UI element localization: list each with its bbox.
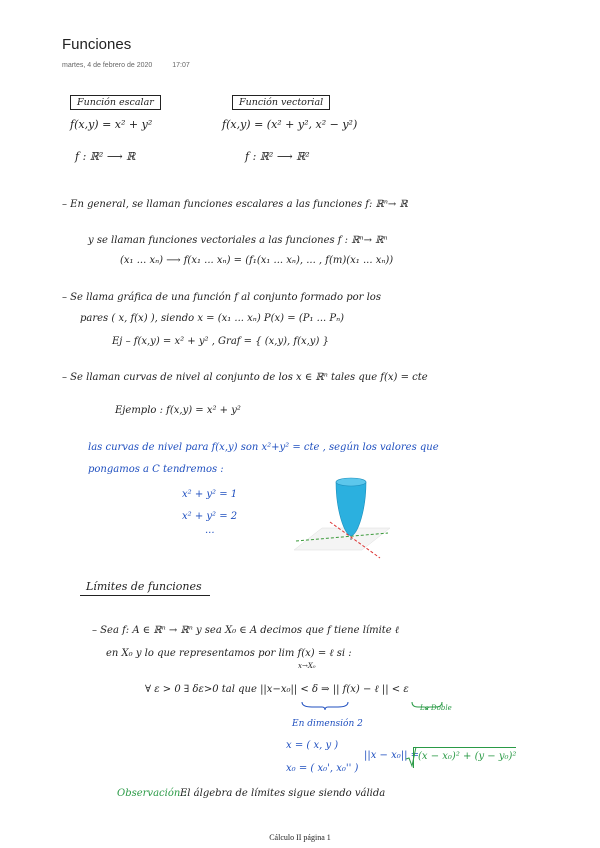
dimension-x: x = ( x, y ) <box>286 740 339 751</box>
page-footer: Cálculo II página 1 <box>269 833 331 842</box>
dimension-sqrt: (x − x₀)² + (y − y₀)² <box>418 751 517 762</box>
page-date: martes, 4 de febrero de 2020 <box>62 62 153 69</box>
page-time: 17:07 <box>172 62 190 69</box>
dimension-norm: ||x − x₀|| = <box>364 750 420 761</box>
limit-subscript: x→X₀ <box>298 662 316 670</box>
page-meta <box>62 62 208 69</box>
blue-line-3: x² + y² = 1 <box>182 489 238 500</box>
scalar-mapping: f : ℝ² ⟶ ℝ <box>75 150 136 163</box>
observation-text: El álgebra de límites sigue siendo válida <box>180 788 386 799</box>
note-line-6: Ej – f(x,y) = x² + y² , Graf = { (x,y), f(x,y) } <box>112 336 329 347</box>
blue-line-4: x² + y² = 2 <box>182 511 238 522</box>
observation-label: Observación : <box>117 788 187 799</box>
page-title: Funciones <box>62 36 132 53</box>
example-line: Ejemplo : f(x,y) = x² + y² <box>115 405 241 416</box>
limit-line-1: – Sea f: A ∈ ℝⁿ → ℝⁿ y sea X₀ ∈ A decimos que f tiene límite ℓ <box>92 625 400 636</box>
paraboloid-svg <box>292 470 392 568</box>
scalar-definition: f(x,y) = x² + y² <box>70 118 153 131</box>
blue-line-2: pongamos a C tendremos : <box>88 464 224 475</box>
dimension-label: En dimensión 2 <box>292 719 363 729</box>
box-vector: Función vectorial <box>232 95 330 110</box>
vector-definition: f(x,y) = (x² + y², x² − y²) <box>222 118 358 131</box>
note-line-4: – Se llama gráfica de una función f al conjunto formado por los <box>62 292 381 303</box>
plot-surface-rim <box>336 478 366 486</box>
section-title-limits: Límites de funciones <box>86 580 202 593</box>
brace-blue <box>300 700 350 710</box>
dimension-x0: x₀ = ( x₀', x₀'' ) <box>286 763 359 774</box>
paraboloid-plot <box>292 470 392 568</box>
note-line-2: y se llaman funciones vectoriales a las funciones f : ℝⁿ→ ℝⁿ <box>88 235 388 246</box>
box-scalar: Función escalar <box>70 95 161 110</box>
note-line-5: pares ( x, f(x) ), siendo x = (x₁ ... xₙ) P(x) = (P₁ ... Pₙ) <box>80 313 345 324</box>
limit-line-3: ∀ ε > 0 ∃ δε>0 tal que ||x−x₀|| < δ ⇒ || f(x) − ℓ || < ε <box>145 684 409 695</box>
note-line-1: – En general, se llaman funciones escalares a las funciones f: ℝⁿ→ ℝ <box>62 199 408 210</box>
note-line-3: (x₁ ... xₙ) ⟶ f(x₁ ... xₙ) = (f₁(x₁ ... xₙ), ... , f(m)(x₁ ... xₙ)) <box>120 255 394 266</box>
limit-line-2: en X₀ y lo que representamos por lim f(x) = ℓ si : <box>106 648 352 659</box>
blue-line-1: las curvas de nivel para f(x,y) son x²+y² = cte , según los valores que <box>88 442 439 453</box>
vector-mapping: f : ℝ² ⟶ ℝ² <box>245 150 310 163</box>
blue-line-5: ... <box>205 525 215 536</box>
note-line-7: – Se llaman curvas de nivel al conjunto de los x ∈ ℝⁿ tales que f(x) = cte <box>62 372 428 383</box>
limit-note: La Doble <box>420 704 452 712</box>
